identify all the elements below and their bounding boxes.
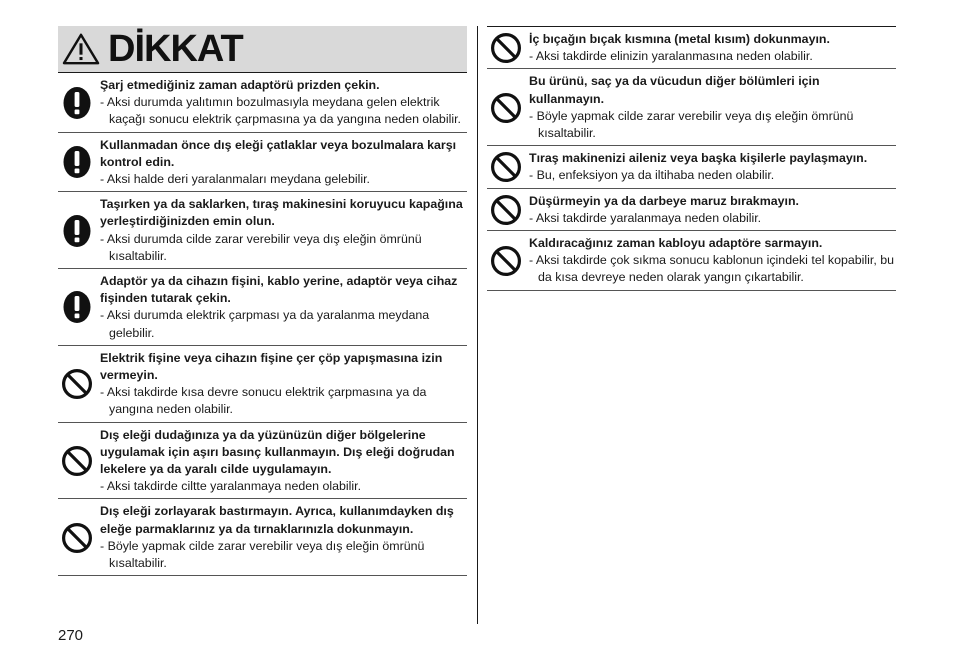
caution-text bbox=[96, 77, 467, 129]
prohibition-icon bbox=[58, 368, 96, 400]
caution-text bbox=[96, 196, 467, 265]
caution-item bbox=[58, 346, 467, 423]
caution-note: - Böyle yapmak cilde zarar verebilir veya dış eleğin ömrünü kısaltabilir. bbox=[529, 108, 854, 141]
prohibition-icon bbox=[487, 245, 525, 277]
right-column bbox=[487, 26, 896, 291]
caution-item bbox=[487, 146, 896, 188]
prohibition-icon bbox=[58, 522, 96, 554]
caution-text bbox=[525, 31, 896, 65]
caution-item bbox=[487, 189, 896, 231]
caution-note: - Böyle yapmak cilde zarar verebilir veya dış eleğin ömrünü kısaltabilir. bbox=[100, 538, 425, 571]
caution-title: Bu ürünü, saç ya da vücudun diğer bölümleri için kullanmayın. bbox=[529, 74, 820, 106]
caution-item bbox=[487, 69, 896, 146]
caution-title: Düşürmeyin ya da darbeye maruz bırakmayın. bbox=[529, 193, 799, 208]
caution-text bbox=[96, 137, 467, 189]
caution-item bbox=[58, 192, 467, 269]
caution-title: Adaptör ya da cihazın fişini, kablo yerine, adaptör veya cihaz fişinden tutarak çekin. bbox=[100, 274, 458, 306]
caution-title: Taşırken ya da saklarken, tıraş makinesini koruyucu kapağına yerleştirdiğinizden emin olun. bbox=[100, 197, 463, 229]
caution-item bbox=[58, 73, 467, 133]
caution-text bbox=[96, 350, 467, 419]
caution-note: - Aksi takdirde ciltte yaralanmaya neden olabilir. bbox=[100, 479, 362, 494]
caution-title: Elektrik fişine veya cihazın fişine çer çöp yapışmasına izin vermeyin. bbox=[100, 350, 443, 383]
right-item-list bbox=[487, 26, 896, 291]
prohibition-icon bbox=[487, 151, 525, 183]
caution-text bbox=[525, 73, 896, 142]
caution-text bbox=[525, 235, 896, 287]
caution-note: - Aksi durumda yalıtımın bozulmasıyla meydana gelen elektrik kaçağı sonucu elektrik çarpmasına ya da yangına neden olabilir. bbox=[100, 95, 461, 127]
mandatory-exclamation-icon bbox=[58, 145, 96, 179]
page-number: 270 bbox=[58, 627, 84, 644]
caution-text bbox=[96, 273, 467, 342]
mandatory-exclamation-icon bbox=[58, 86, 96, 120]
mandatory-exclamation-icon bbox=[58, 214, 96, 248]
caution-text bbox=[96, 427, 467, 496]
warning-triangle-icon bbox=[62, 32, 100, 66]
caution-title: Kaldıracağınız zaman kabloyu adaptöre sarmayın. bbox=[529, 236, 823, 251]
caution-title: Dış eleği dudağınıza ya da yüzünüzün diğer bölgelerine uygulamak için aşırı basınç kullanmayın. Dış eleği doğrudan lekelere ya da yaralı cilde uygulamayın. bbox=[100, 427, 455, 477]
caution-note: - Aksi takdirde yaralanmaya neden olabilir. bbox=[529, 210, 762, 225]
caution-title: İç bıçağın bıçak kısmına (metal kısım) dokunmayın. bbox=[529, 32, 830, 46]
caution-title: Tıraş makinenizi aileniz veya başka kişilerle paylaşmayın. bbox=[529, 151, 868, 166]
caution-note: - Aksi durumda elektrik çarpması ya da yaralanma meydana gelebilir. bbox=[100, 308, 430, 340]
caution-text bbox=[525, 150, 896, 184]
caution-title: Şarj etmediğiniz zaman adaptörü prizden çekin. bbox=[100, 78, 380, 92]
prohibition-icon bbox=[487, 32, 525, 64]
caution-item bbox=[58, 133, 467, 193]
caution-item bbox=[487, 27, 896, 69]
banner-title: DİKKAT bbox=[108, 27, 243, 70]
caution-note: - Bu, enfeksiyon ya da iltihaba neden olabilir. bbox=[529, 168, 775, 183]
caution-note: - Aksi takdirde çok sıkma sonucu kablonun içindeki tel kopabilir, bu da kısa devreye neden olarak yangın çıkartabilir. bbox=[529, 253, 895, 285]
caution-item bbox=[58, 423, 467, 500]
caution-note: - Aksi takdirde kısa devre sonucu elektrik çarpmasına ya da yangına neden olabilir. bbox=[100, 385, 427, 417]
caution-item bbox=[58, 269, 467, 346]
caution-note: - Aksi durumda cilde zarar verebilir veya dış eleğin ömrünü kısaltabilir. bbox=[100, 231, 422, 263]
caution-note: - Aksi halde deri yaralanmaları meydana gelebilir. bbox=[100, 172, 370, 187]
caution-text bbox=[96, 503, 467, 572]
caution-text bbox=[525, 193, 896, 227]
prohibition-icon bbox=[487, 92, 525, 124]
caution-note: - Aksi takdirde elinizin yaralanmasına neden olabilir. bbox=[529, 49, 813, 64]
prohibition-icon bbox=[58, 445, 96, 477]
caution-item bbox=[58, 499, 467, 576]
mandatory-exclamation-icon bbox=[58, 290, 96, 324]
caution-title: Dış eleği zorlayarak bastırmayın. Ayrıca, kullanımdayken dış eleğe parmaklarınız ya da tırnaklarınızla dokunmayın. bbox=[100, 504, 454, 536]
left-item-list bbox=[58, 73, 467, 576]
caution-banner bbox=[58, 26, 467, 73]
caution-title: Kullanmadan önce dış eleği çatlaklar veya bozulmalara karşı kontrol edin. bbox=[100, 137, 457, 169]
left-column bbox=[58, 26, 467, 576]
caution-item bbox=[487, 231, 896, 291]
prohibition-icon bbox=[487, 194, 525, 226]
column-divider bbox=[477, 26, 478, 624]
